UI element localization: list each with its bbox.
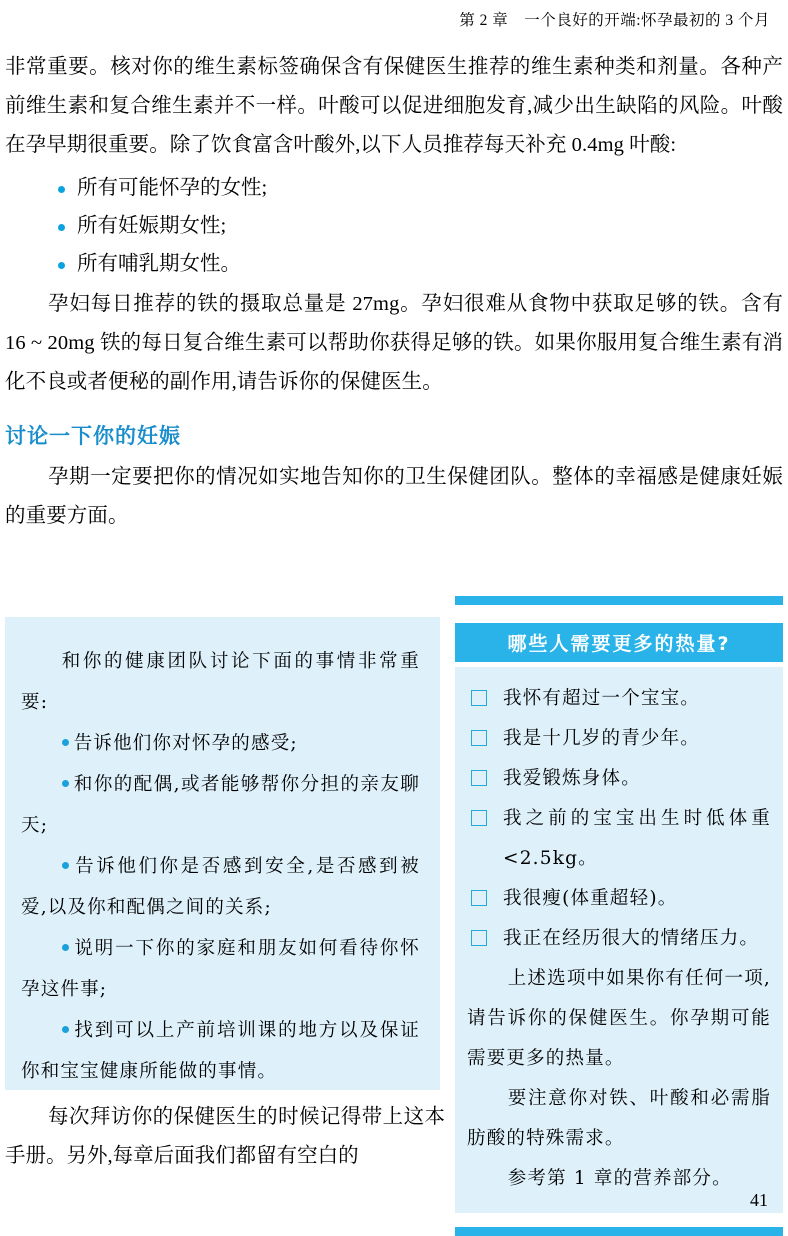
section-heading-discuss-pregnancy: 讨论一下你的妊娠: [5, 424, 181, 448]
callout-note-1: 上述选项中如果你有任何一项,请告诉你的保健医生。你孕期可能需要更多的热量。: [467, 968, 771, 1069]
bullet-dot-icon: [62, 944, 69, 951]
checkbox-icon[interactable]: [471, 690, 487, 706]
list-item: [21, 928, 420, 1010]
list-item: [21, 723, 420, 764]
list-item: 所有可能怀孕的女性;: [5, 169, 783, 207]
callout-bottom-rule: [455, 1227, 783, 1236]
tail-text-column: [5, 1098, 445, 1176]
checklist-item-label: 我怀有超过一个宝宝。: [503, 688, 701, 709]
callout-note-2: 要注意你对铁、叶酸和必需脂肪酸的特殊需求。: [467, 1088, 771, 1149]
callout-top-rule: [455, 596, 783, 605]
checklist-item[interactable]: [467, 679, 771, 719]
list-item-label: 找到可以上产前培训课的地方以及保证你和宝宝健康所能做的事情。: [21, 1020, 420, 1082]
callout-title: 哪些人需要更多的热量?: [455, 623, 783, 662]
discussion-box-intro: 和你的健康团队讨论下面的事情非常重要:: [21, 651, 420, 713]
list-item: [21, 846, 420, 928]
callout-body: [455, 667, 783, 1213]
paragraph-wellbeing: 孕期一定要把你的情况如实地告知你的卫生保健团队。整体的幸福感是健康妊娠的重要方面。: [5, 466, 783, 527]
folic-acid-recipients-list: [5, 169, 783, 283]
list-item: 所有妊娠期女性;: [5, 207, 783, 245]
main-text-column: [5, 48, 783, 536]
checklist-item[interactable]: [467, 919, 771, 959]
list-item: [21, 1010, 420, 1092]
checklist-item-label: 我之前的宝宝出生时低体重 <2.5kg。: [503, 808, 771, 869]
list-item-label: 和你的配偶,或者能够帮你分担的亲友聊天;: [21, 774, 420, 836]
list-item-label: 告诉他们你对怀孕的感受;: [73, 733, 298, 754]
paragraph-vitamins: 非常重要。核对你的维生素标签确保含有保健医生推荐的维生素种类和剂量。各种产前维生素和复合维生素并不一样。叶酸可以促进细胞发育,减少出生缺陷的风险。叶酸在孕早期很重要。除了饮食富含叶酸外,以下人员推荐每天补充 0.4mg 叶酸:: [5, 56, 783, 156]
paragraph-iron: 孕妇每日推荐的铁的摄取总量是 27mg。孕妇很难从食物中获取足够的铁。含有 16 ~ 20mg 铁的每日复合维生素可以帮助你获得足够的铁。如果你服用复合维生素有消化不良或者便秘的副作用,请告诉你的保健医生。: [5, 293, 783, 393]
checkbox-icon[interactable]: [471, 930, 487, 946]
checkbox-icon[interactable]: [471, 730, 487, 746]
bullet-dot-icon: [62, 1026, 69, 1033]
checklist-item[interactable]: [467, 799, 771, 879]
list-item-label: 告诉他们你是否感到安全,是否感到被爱,以及你和配偶之间的关系;: [21, 856, 420, 918]
checkbox-icon[interactable]: [471, 770, 487, 786]
list-item-label: 说明一下你的家庭和朋友如何看待你怀孕这件事;: [21, 938, 420, 1000]
list-item: 所有哺乳期女性。: [5, 245, 783, 283]
checklist-item-label: 我很瘦(体重超轻)。: [503, 888, 678, 909]
checklist-item[interactable]: [467, 719, 771, 759]
bullet-dot-icon: [62, 862, 69, 869]
discussion-topics-box: [5, 617, 440, 1090]
checklist-item-label: 我爱锻炼身体。: [503, 768, 641, 789]
page-number: 41: [750, 1190, 768, 1210]
calorie-checklist: [467, 679, 771, 959]
callout-note-3: 参考第 1 章的营养部分。: [507, 1168, 732, 1189]
list-item: [21, 764, 420, 846]
running-head: 第 2 章 一个良好的开端:怀孕最初的 3 个月: [459, 12, 770, 29]
bullet-dot-icon: [62, 739, 69, 746]
checklist-item-label: 我正在经历很大的情绪压力。: [503, 928, 760, 949]
checkbox-icon[interactable]: [471, 810, 487, 826]
paragraph-bring-handbook: 每次拜访你的保健医生的时候记得带上这本手册。另外,每章后面我们都留有空白的: [5, 1106, 445, 1167]
checklist-item[interactable]: [467, 759, 771, 799]
calorie-callout: [455, 596, 783, 1236]
checklist-item-label: 我是十几岁的青少年。: [503, 728, 701, 749]
checklist-item[interactable]: [467, 879, 771, 919]
checkbox-icon[interactable]: [471, 890, 487, 906]
discussion-topics-list: [21, 723, 420, 1092]
bullet-dot-icon: [62, 780, 69, 787]
